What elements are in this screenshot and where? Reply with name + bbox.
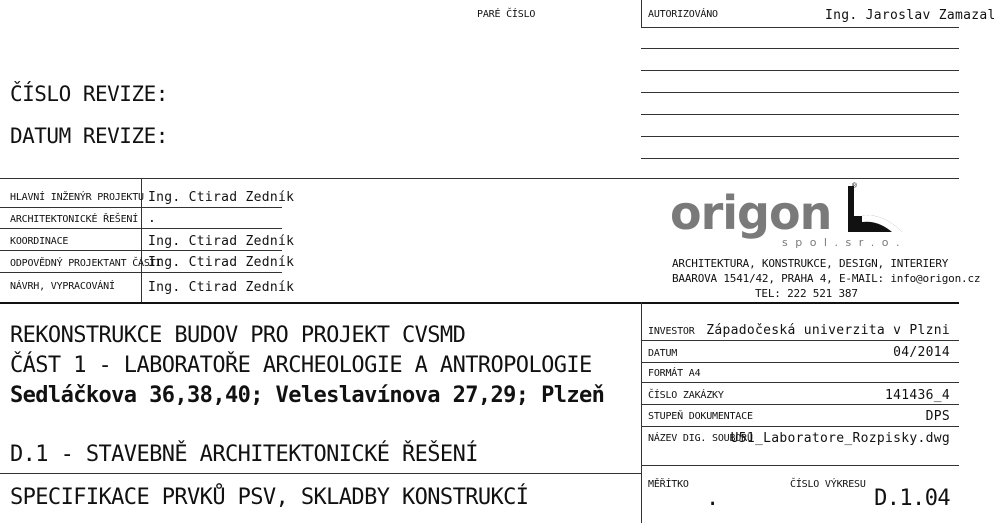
team-name-2: . <box>148 211 157 226</box>
investor-label: INVESTOR <box>648 326 695 337</box>
info-rule-4 <box>641 404 959 405</box>
team-rule-1 <box>0 207 282 208</box>
info-divider <box>641 302 642 523</box>
blank-line-5 <box>641 136 959 137</box>
team-name-3: Ing. Ctirad Zedník <box>148 234 295 249</box>
title-rule <box>0 473 641 474</box>
project-line-4: D.1 - STAVEBNĚ ARCHITEKTONICKÉ ŘEŠENÍ <box>10 442 478 467</box>
blank-line-1 <box>641 48 959 49</box>
project-line-1: REKONSTRUKCE BUDOV PRO PROJEKT CVSMD <box>10 323 466 348</box>
company-address: BAAROVA 1541/42, PRAHA 4, E-MAIL: info@origon.cz <box>672 272 981 285</box>
info-rule-5 <box>641 426 959 427</box>
team-rule-2 <box>0 228 282 229</box>
company-tagline: ARCHITEKTURA, KONSTRUKCE, DESIGN, INTERIERY <box>672 257 949 270</box>
logo-sub: s p o l . s r . o . <box>782 236 902 249</box>
logo-word: origon <box>670 186 832 240</box>
team-name-5: Ing. Ctirad Zedník <box>148 280 295 295</box>
main-separator <box>0 302 959 304</box>
zakazka-value: 141436_4 <box>884 388 950 403</box>
info-rule-3 <box>641 382 959 383</box>
team-name-1: Ing. Ctirad Zedník <box>148 190 295 205</box>
stupen-value: DPS <box>925 409 950 424</box>
registered-mark: ® <box>852 181 857 190</box>
autorizovano-name: Ing. Jaroslav Zamazal <box>825 8 996 23</box>
pare-cislo-label: PARÉ ČÍSLO <box>477 9 536 20</box>
team-rule-4 <box>0 272 282 273</box>
team-top-rule <box>0 178 959 179</box>
datum-revize-label: DATUM REVIZE: <box>10 124 168 148</box>
meritko-value: . <box>706 486 719 511</box>
info-rule-1 <box>641 340 959 341</box>
datum-value: 04/2014 <box>893 345 950 360</box>
autorizovano-label: AUTORIZOVÁNO <box>648 9 718 20</box>
stupen-label: STUPEŇ DOKUMENTACE <box>648 411 753 422</box>
project-line-3: Sedláčkova 36,38,40; Veleslavínova 27,29; Plzeň <box>10 383 605 408</box>
zakazka-label: ČÍSLO ZAKÁZKY <box>648 390 724 401</box>
datum-label: DATUM <box>648 348 678 359</box>
blank-line-4 <box>641 114 959 115</box>
header-divider <box>641 0 642 28</box>
team-role-5: NÁVRH, VYPRACOVÁNÍ <box>10 281 115 292</box>
vykres-label: ČÍSLO VÝKRESU <box>790 479 866 490</box>
info-rule-6 <box>641 465 959 466</box>
project-line-5: SPECIFIKACE PRVKŮ PSV, SKLADBY KONSTRUKCÍ <box>10 485 529 510</box>
team-name-4: Ing. Ctirad Zedník <box>148 255 295 270</box>
soubor-label: NÁZEV DIG. SOUBORU <box>648 433 753 444</box>
info-rule-2 <box>641 362 959 363</box>
soubor-value: U51_Laboratore_Rozpisky.dwg <box>730 431 950 446</box>
blank-line-3 <box>641 92 959 93</box>
team-role-2: ARCHITEKTONICKÉ ŘEŠENÍ <box>10 214 139 225</box>
cislo-revize-label: ČÍSLO REVIZE: <box>10 82 168 106</box>
team-role-1: HLAVNÍ INŽENÝR PROJEKTU <box>10 192 144 203</box>
format-label: FORMÁT A4 <box>648 368 701 379</box>
blank-line-2 <box>641 70 959 71</box>
meritko-label: MĚŘÍTKO <box>648 479 689 490</box>
team-role-3: KOORDINACE <box>10 236 69 247</box>
company-logo <box>670 182 930 252</box>
blank-line-6 <box>641 158 959 159</box>
team-role-4: ODPOVĚDNÝ PROJEKTANT ČÁSTI <box>10 258 162 269</box>
header-rule <box>641 27 959 28</box>
investor-value: Západočeská univerzita v Plzni <box>706 323 950 338</box>
project-line-2: ČÁST 1 - LABORATOŘE ARCHEOLOGIE A ANTROPOLOGIE <box>10 353 592 378</box>
company-phone: TEL: 222 521 387 <box>755 287 858 300</box>
vykres-value: D.1.04 <box>874 486 950 511</box>
team-rule-3 <box>0 250 282 251</box>
